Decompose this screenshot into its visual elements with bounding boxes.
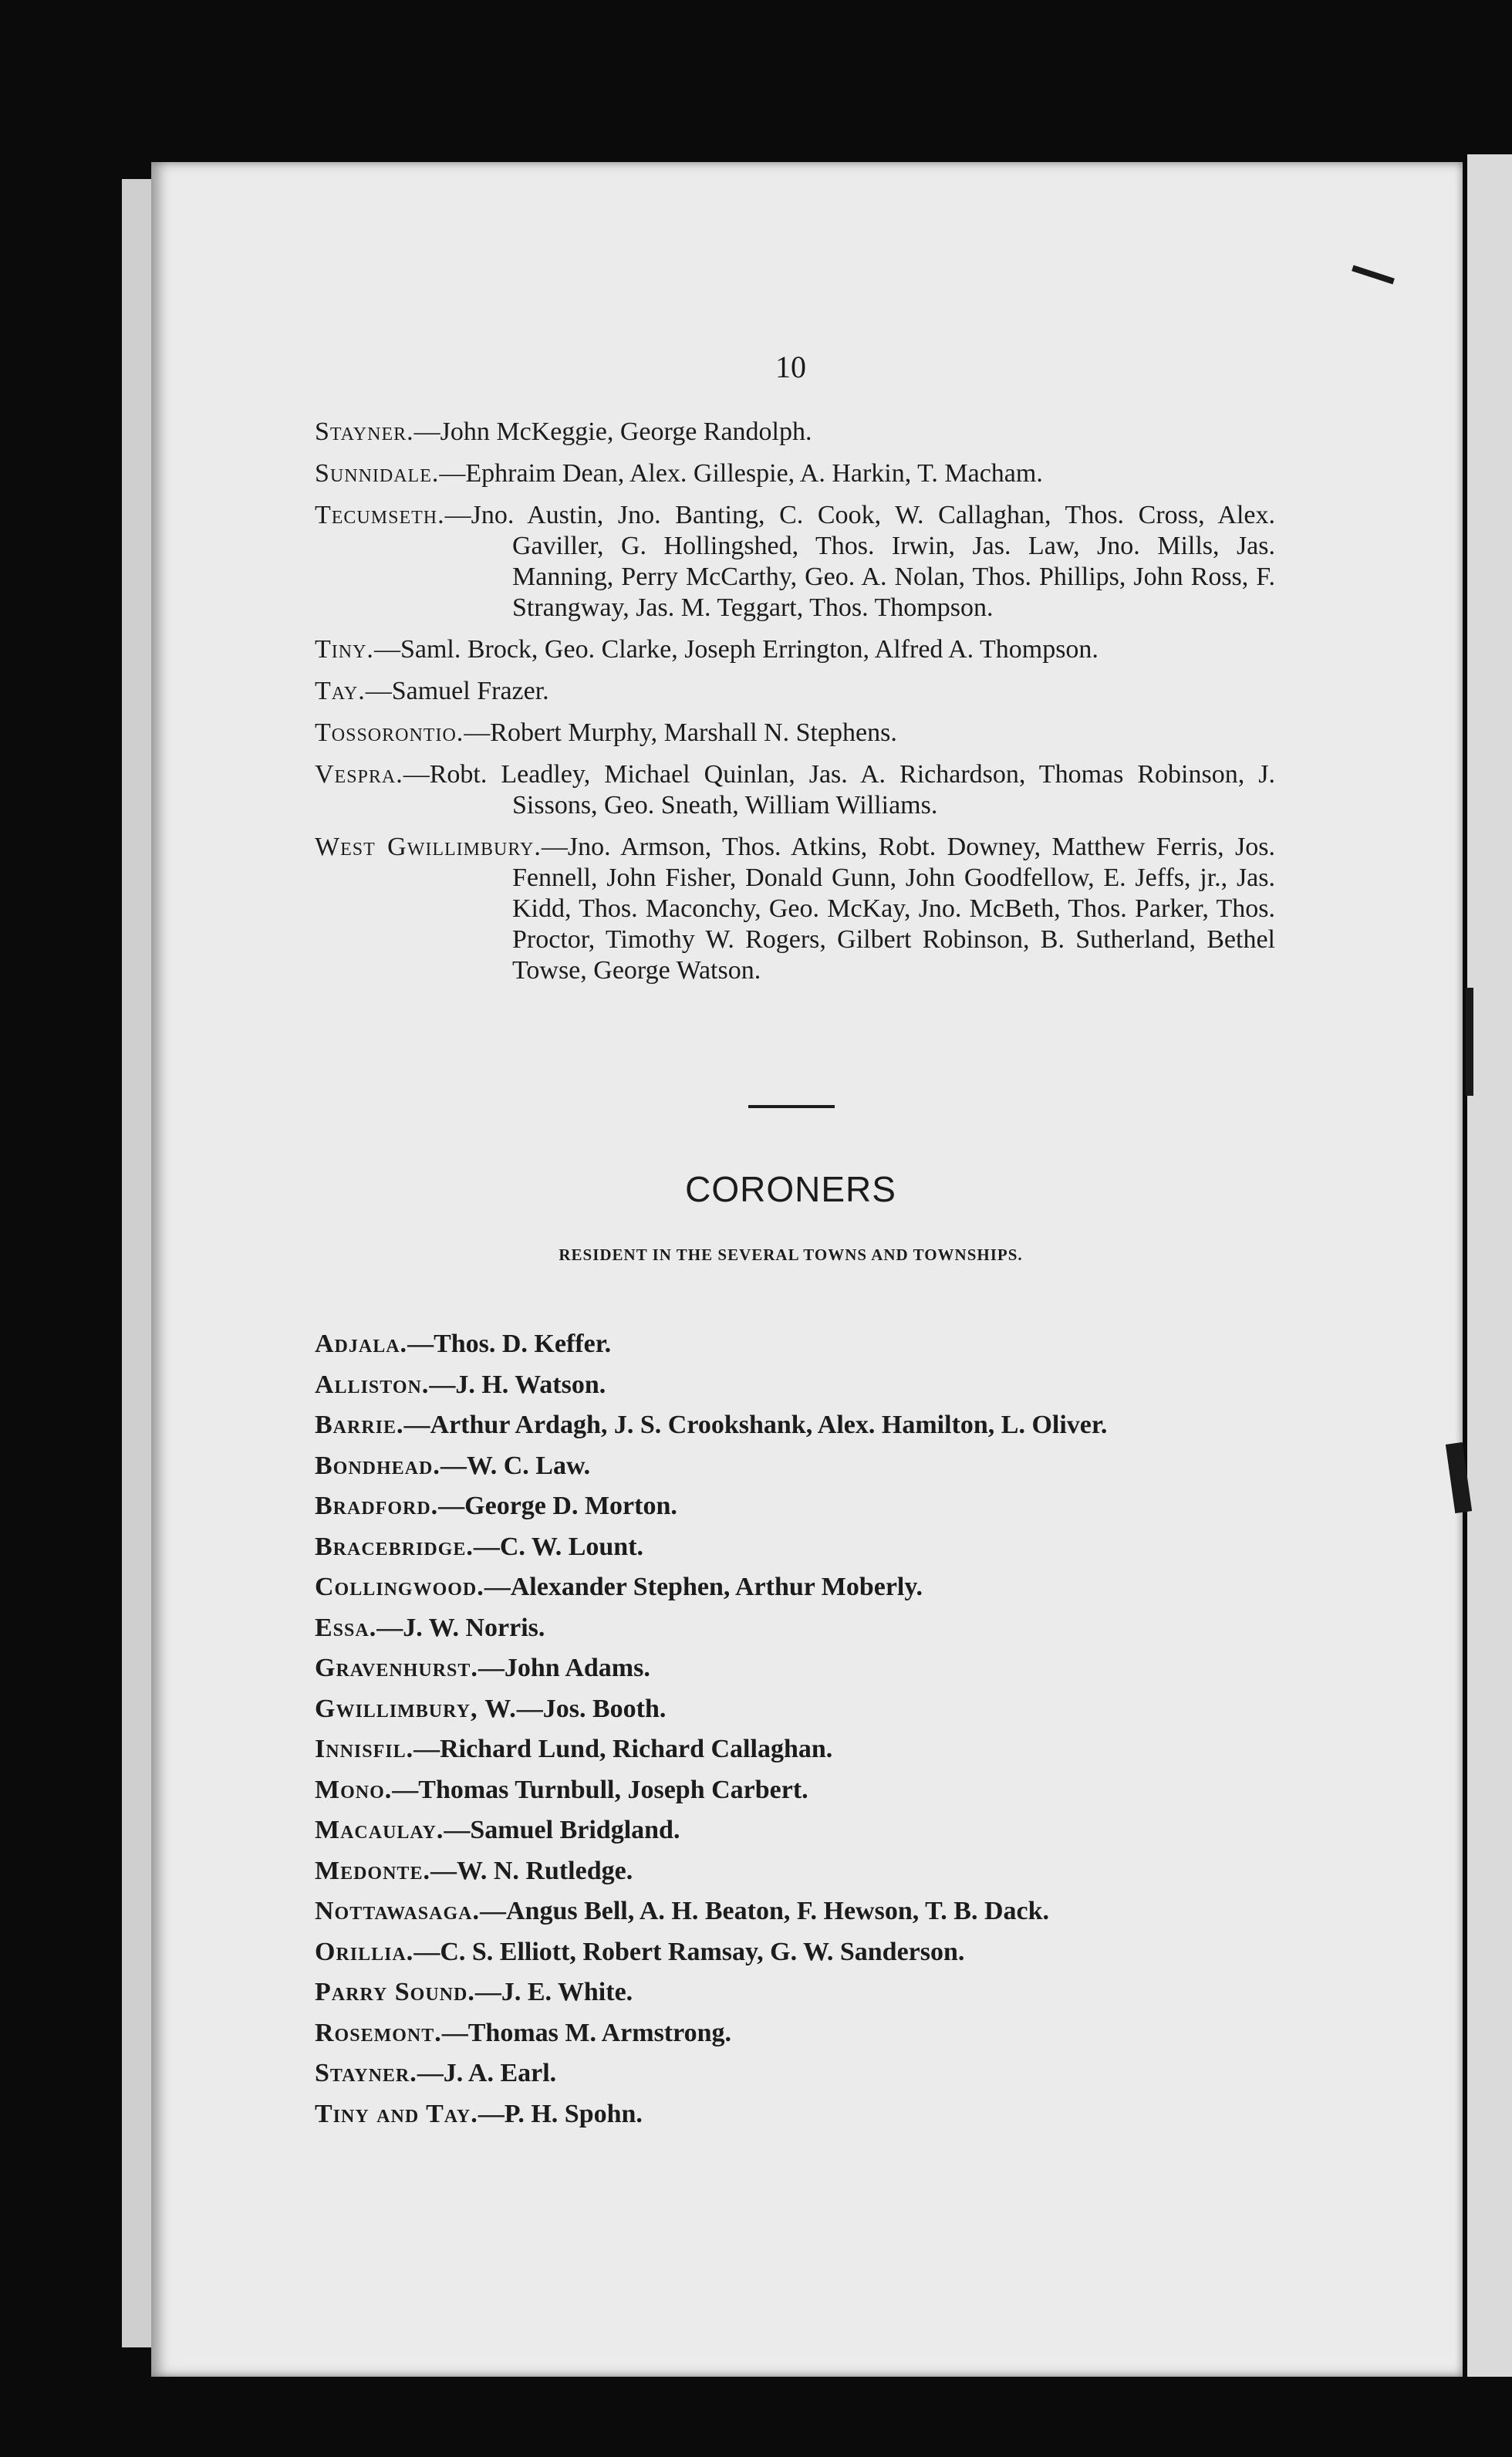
names-text: —Thomas Turnbull, Joseph Carbert. [392,1775,808,1804]
coroners-list [315,1329,1275,2139]
names-text: —Angus Bell, A. H. Beaton, F. Hewson, T. B. Dack. [479,1897,1050,1925]
list-item [315,500,1275,624]
names-text: —C. W. Lount. [473,1532,644,1561]
list-item [315,1856,1275,1887]
names-text: —George D. Morton. [438,1492,677,1520]
town-name: Medonte. [315,1856,430,1885]
names-text: —J. A. Earl. [417,2059,557,2087]
list-item [315,1977,1275,2008]
town-name: Gwillimbury, W. [315,1694,517,1723]
list-item [315,417,1275,448]
names-text: —P. H. Spohn. [478,2099,643,2128]
names-text: —Arthur Ardagh, J. S. Crookshank, Alex. Hamilton, L. Oliver. [403,1411,1108,1439]
town-name: Barrie. [315,1411,404,1439]
list-item [315,634,1275,665]
next-page-edge [1467,154,1512,2377]
town-name: Parry Sound. [315,1978,475,2006]
names-text: —Thomas M. Armstrong. [441,2018,732,2047]
town-name: Gravenhurst. [315,1654,478,1682]
list-item [315,2099,1275,2130]
names-text: —Robert Murphy, Marshall N. Stephens. [464,718,897,747]
names-text: —Ephraim Dean, Alex. Gillespie, A. Harkin, T. Macham. [439,459,1043,488]
list-item [315,1451,1275,1482]
list-item [315,759,1275,821]
names-text: —Robt. Leadley, Michael Quinlan, Jas. A. Richardson, Thomas Robinson, J. Sissons, Geo. Sneath, William Williams. [403,760,1275,820]
town-name: Alliston. [315,1370,430,1399]
names-text: —Thos. D. Keffer. [407,1330,612,1358]
list-item [315,676,1275,707]
list-item [315,2018,1275,2049]
town-name: Orillia. [315,1937,414,1966]
names-text: —Alexander Stephen, Arthur Moberly. [484,1573,923,1601]
names-text: —Jno. Armson, Thos. Atkins, Robt. Downey, Matthew Ferris, Jos. Fennell, John Fisher, Donald Gunn, John Goodfellow, E. Jeffs, jr., Jas. Kidd, Thos. Maconchy, Geo. McKay, Jno. McBeth, Thos. Parker, Thos. Proctor, Timothy W. Rogers, Gilbert Robinson, B. Sutherland, Bethel Towse, George Watson. [512,833,1275,985]
section-heading: CORONERS [685,1169,896,1209]
town-name: Tiny and Tay. [315,2099,478,2128]
township-name: West Gwillimbury. [315,833,542,861]
town-name: Innisfil. [315,1735,414,1763]
list-item [315,718,1275,749]
town-name: Bradford. [315,1492,439,1520]
list-item [315,1370,1275,1401]
list-item [315,1653,1275,1684]
list-item [315,1734,1275,1765]
list-item [315,1532,1275,1563]
section-subheading: RESIDENT IN THE SEVERAL TOWNS AND TOWNSHIPS. [559,1245,1023,1264]
town-name: Bracebridge. [315,1532,474,1561]
town-name: Macaulay. [315,1816,444,1844]
township-name: Tecumseth. [315,501,445,529]
list-item [315,832,1275,986]
names-text: —Jos. Booth. [516,1694,667,1723]
list-item [315,1815,1275,1846]
township-list [315,417,1275,997]
list-item [315,1491,1275,1522]
names-text: —Saml. Brock, Geo. Clarke, Joseph Errington, Alfred A. Thompson. [373,635,1099,664]
names-text: —Samuel Bridgland. [444,1816,680,1844]
list-item [315,1613,1275,1644]
names-text: —John McKeggie, George Randolph. [413,417,812,446]
scan-mark-binding [1466,988,1473,1096]
names-text: —J. E. White. [474,1978,633,2006]
names-text: —Samuel Frazer. [365,677,549,705]
town-name: Collingwood. [315,1573,484,1601]
list-item [315,1694,1275,1725]
names-text: —W. N. Rutledge. [430,1856,633,1885]
names-text: —Richard Lund, Richard Callaghan. [413,1735,833,1763]
section-divider [748,1105,835,1108]
list-item [315,2058,1275,2089]
names-text: —J. W. Norris. [376,1613,545,1642]
names-text: —C. S. Elliott, Robert Ramsay, G. W. Sanderson. [413,1937,965,1966]
list-item [315,1896,1275,1927]
list-item [315,1329,1275,1360]
town-name: Adjala. [315,1330,408,1358]
township-name: Tiny. [315,635,374,664]
names-text: —J. H. Watson. [429,1370,606,1399]
list-item [315,458,1275,489]
township-name: Tay. [315,677,366,705]
town-name: Stayner. [315,2059,417,2087]
list-item [315,1572,1275,1603]
township-name: Stayner. [315,417,414,446]
names-text: —John Adams. [478,1654,650,1682]
town-name: Bondhead. [315,1451,440,1480]
list-item [315,1775,1275,1806]
list-item [315,1410,1275,1441]
town-name: Nottawasaga. [315,1897,480,1925]
town-name: Mono. [315,1775,393,1804]
township-name: Tossorontio. [315,718,464,747]
township-name: Sunnidale. [315,459,440,488]
town-name: Rosemont. [315,2018,442,2047]
list-item [315,1937,1275,1968]
township-name: Vespra. [315,760,403,789]
names-text: —W. C. Law. [440,1451,591,1480]
names-text: —Jno. Austin, Jno. Banting, C. Cook, W. Callaghan, Thos. Cross, Alex. Gaviller, G. Hollingshed, Thos. Irwin, Jas. Law, Jno. Mills, Jas. Manning, Perry McCarthy, Geo. A. Nolan, Thos. Phillips, John Ross, F. Strangway, Jas. M. Teggart, Thos. Thompson. [444,501,1275,622]
page-number: 10 [775,350,806,384]
town-name: Essa. [315,1613,377,1642]
